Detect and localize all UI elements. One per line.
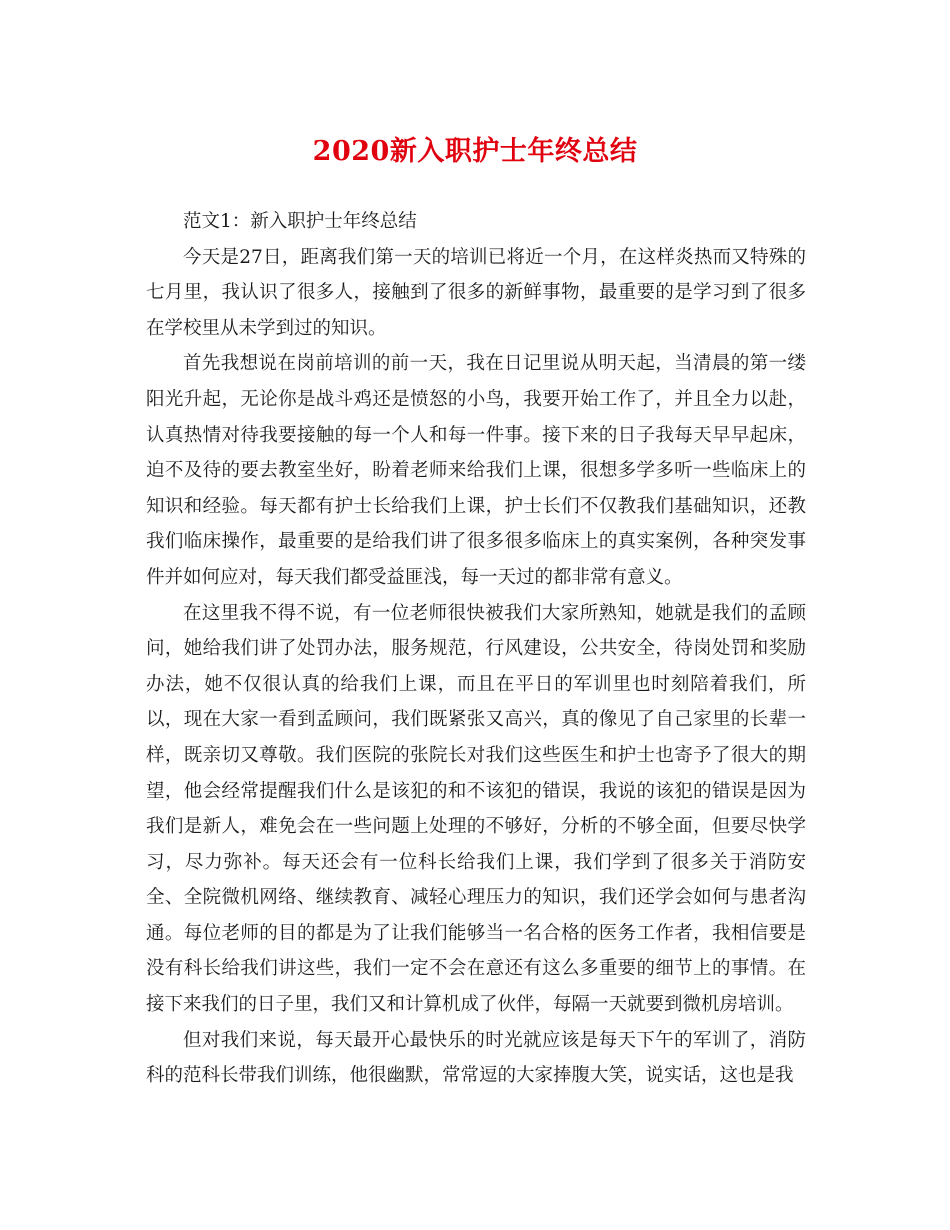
document-title: 2020新入职护士年终总结 <box>312 136 638 167</box>
paragraph: 但对我们来说，每天最开心最快乐的时光就应该是每天下午的军训了，消防科的范科长带我们训练，他很幽默，常常逗的大家捧腹大笑，说实话，这也是我 <box>146 1029 806 1087</box>
paragraph: 在这里我不得不说，有一位老师很快被我们大家所熟知，她就是我们的孟顾问，她给我们讲了处罚办法，服务规范，行风建设，公共安全，待岗处罚和奖励办法，她不仅很认真的给我们上课，而且在平日的军训里也时刻陪着我们，所以，现在大家一看到孟顾问，我们既紧张又高兴，真的像见了自己家里的长辈一样，既亲切又尊敬。我们医院的张院长对我们这些医生和护士也寄予了很大的期望，他会经常提醒我们什么是该犯的和不该犯的错误，我说的该犯的错误是因为我们是新人，难免会在一些问题上处理的不够好，分析的不够全面，但要尽快学习，尽力弥补。每天还会有一位科长给我们上课，我们学到了很多关于消防安全、全院微机网络、继续教育、减轻心理压力的知识，我们还学会如何与患者沟通。每位老师的目的都是为了让我们能够当一名合格的医务工作者，我相信要是没有科长给我们讲这些，我们一定不会在意还有这么多重要的细节上的事情。在接下来我们的日子里，我们又和计算机成了伙伴，每隔一天就要到微机房培训。 <box>146 602 806 1016</box>
paragraph: 今天是27日，距离我们第一天的培训已将近一个月，在这样炎热而又特殊的七月里，我认识了很多人，接触到了很多的新鲜事物，最重要的是学习到了很多在学校里从未学到过的知识。 <box>146 246 806 339</box>
document-body <box>146 204 806 1094</box>
paragraph: 首先我想说在岗前培训的前一天，我在日记里说从明天起，当清晨的第一缕阳光升起，无论你是战斗鸡还是愤怒的小鸟，我要开始工作了，并且全力以赴，认真热情对待我要接触的每一个人和每一件事。接下来的日子我每天早早起床，迫不及待的要去教室坐好，盼着老师来给我们上课，很想多学多听一些临床上的知识和经验。每天都有护士长给我们上课，护士长们不仅教我们基础知识，还教我们临床操作，最重要的是给我们讲了很多很多临床上的真实案例，各种突发事件并如何应对，每天我们都受益匪浅，每一天过的都非常有意义。 <box>146 353 806 588</box>
paragraph-heading: 范文1：新入职护士年终总结 <box>183 211 417 232</box>
